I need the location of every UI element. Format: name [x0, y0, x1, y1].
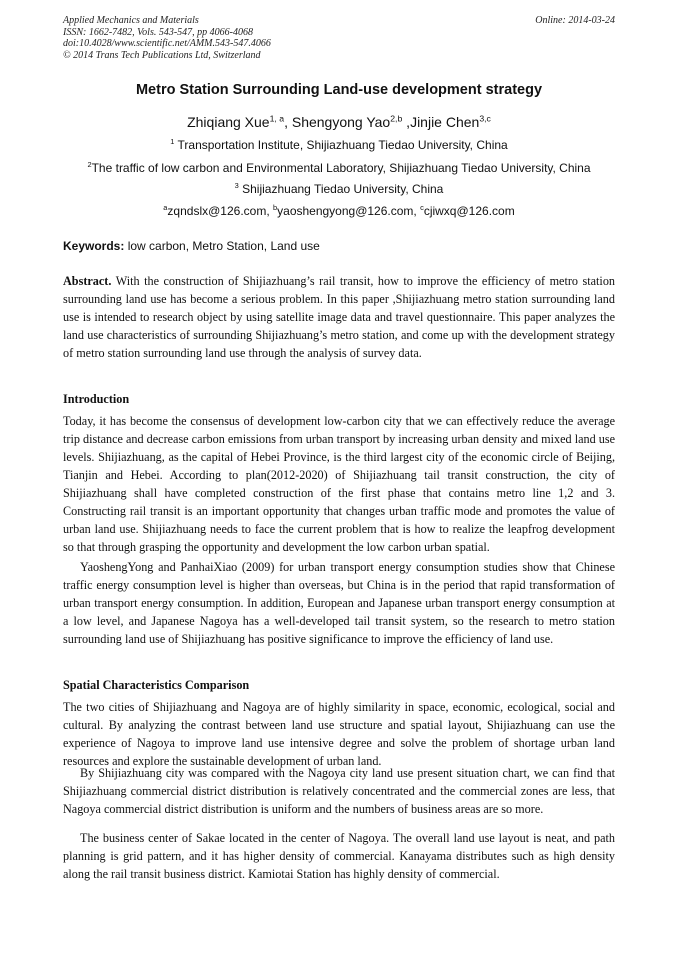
abstract: [63, 272, 615, 362]
affiliation-text: Transportation Institute, Shijiazhuang Tiedao University, China: [177, 138, 508, 152]
author-sup: 2,b: [390, 113, 403, 124]
keywords-text: low carbon, Metro Station, Land use: [127, 239, 320, 253]
keywords: [63, 239, 320, 253]
journal-name: Applied Mechanics and Materials: [63, 15, 199, 26]
keywords-label: Keywords:: [63, 239, 125, 253]
affiliation-sup: 1: [170, 137, 175, 146]
affiliation-text: Shijiazhuang Tiedao University, China: [242, 182, 444, 196]
author-name: Jinjie Chen: [410, 114, 480, 130]
body-paragraph: The business center of Sakae located in the center of Nagoya. The overall land use layout is neat, and path planning is grid pattern, and it has higher density of commercial. Kanayama distributes such as high density along the rail transit business district. Kamiotai Station has highly density of commercial.: [63, 831, 615, 881]
email-line: $^a$zqndslx@126.com, $^b$yaoshengyong@126.com, $^c$cjiwxq@126.com: [163, 203, 515, 218]
email-link[interactable]: cjiwxq@126.com: [423, 204, 515, 218]
issn-line: ISSN: 1662-7482, Vols. 543-547, pp 4066-4068: [63, 26, 253, 38]
email-sup: c: [420, 203, 424, 212]
affiliation-text: The traffic of low carbon and Environmental Laboratory, Shijiazhuang Tiedao University, China: [91, 161, 591, 175]
email-link[interactable]: zqndslx@126.com: [167, 204, 267, 218]
email-sup: a: [163, 203, 168, 212]
body-paragraph: By Shijiazhuang city was compared with the Nagoya city land use present situation chart, we can find that Shijiazhuang commercial district distribution is relatively concentrated and the commercial zones are less, that Nagoya commercial district distribution is uniform and the numbers of business areas are so more.: [63, 766, 615, 816]
author-line: Zhiqiang Xue$^{1, a}$, Shengyong Yao$^{2,b}$ ,Jinjie Chen$^{3,c}$: [187, 113, 491, 130]
author-name: Zhiqiang Xue: [187, 114, 270, 130]
abstract-text: With the construction of Shijiazhuang’s rail transit, how to improve the efficiency of metro station surrounding land use has become a serious problem. In this paper ,Shijiazhuang metro station surrounding land use is intended to research object by using satellite image data and travel questionnaire. This paper analyzes the land use characteristics of surrounding Shijiazhuang’s metro station, and come up with the development strategy of metro station surrounding land use through the analysis of survey data.: [63, 274, 616, 360]
author-sup: 3,c: [479, 113, 491, 124]
author-sup: 1, a: [269, 113, 285, 124]
doi-line[interactable]: doi:10.4028/www.scientific.net/AMM.543-547.4066: [63, 38, 271, 50]
affiliation-sup: 3: [234, 181, 239, 190]
affiliation-2: [0, 161, 678, 175]
abstract-label: Abstract.: [63, 274, 112, 288]
email-link[interactable]: yaoshengyong@126.com: [277, 204, 414, 218]
body-paragraph: Today, it has become the consensus of development low-carbon city that we can effectively reduce the average trip distance and decrease carbon emissions from urban transport by increasing urban density and mixed land use levels. Shijiazhuang, as the capital of Hebei Province, is the third largest city of the economic circle of Beijing, Tianjin and Hebei. According to plan(2012-2020) of Shijiazhuang tail transit construction, the city of Shijiazhuang shall have completed construction of the first phase that contains metro line 1,2 and 3. Constructing rail transit is an important opportunity that changes urban traffic mode and promotes the value of urban land use. Shijiazhuang needs to face the current problem that is how to realize the leapfrog development so that through grasping the opportunity and development the low carbon urban spatial.: [63, 414, 615, 554]
affiliation-1: [0, 138, 678, 152]
online-date: Online: 2014-03-24: [535, 15, 615, 26]
paper-title: Metro Station Surrounding Land-use development strategy: [135, 82, 543, 98]
email-sup: b: [273, 203, 278, 212]
journal-header: [63, 15, 271, 61]
section-heading-introduction: Introduction: [63, 392, 130, 406]
section-heading-spatial: Spatial Characteristics Comparison: [63, 678, 250, 692]
affiliation-3: [0, 182, 678, 196]
body-paragraph: The two cities of Shijiazhuang and Nagoya are of highly similarity in space, economic, ecological, social and cultural. By analyzing the contrast between land use structure and spatial layout, Shijiazhuang can use the experience of Nagoya to improve land use intensive degree and solve the problem of shortage urban land resources and explore the sustainable development of urban land.: [63, 700, 615, 768]
author-name: Shengyong Yao: [291, 114, 391, 130]
body-paragraph: YaoshengYong and PanhaiXiao (2009) for urban transport energy consumption studies show that Chinese traffic energy consumption level is higher than overseas, but China is in the period that rapid transformation of urban transport energy consumption. In addition, European and Japanese urban transport energy consumption at a low level, and Japanese Nagoya has a well-developed tail transit system, so the research to metro station surrounding land use of Shijiazhuang has positive significance to improve the efficiency of land use.: [63, 560, 615, 646]
affiliation-sup: 2: [87, 160, 92, 169]
copyright-line: © 2014 Trans Tech Publications Ltd, Switzerland: [63, 49, 261, 61]
